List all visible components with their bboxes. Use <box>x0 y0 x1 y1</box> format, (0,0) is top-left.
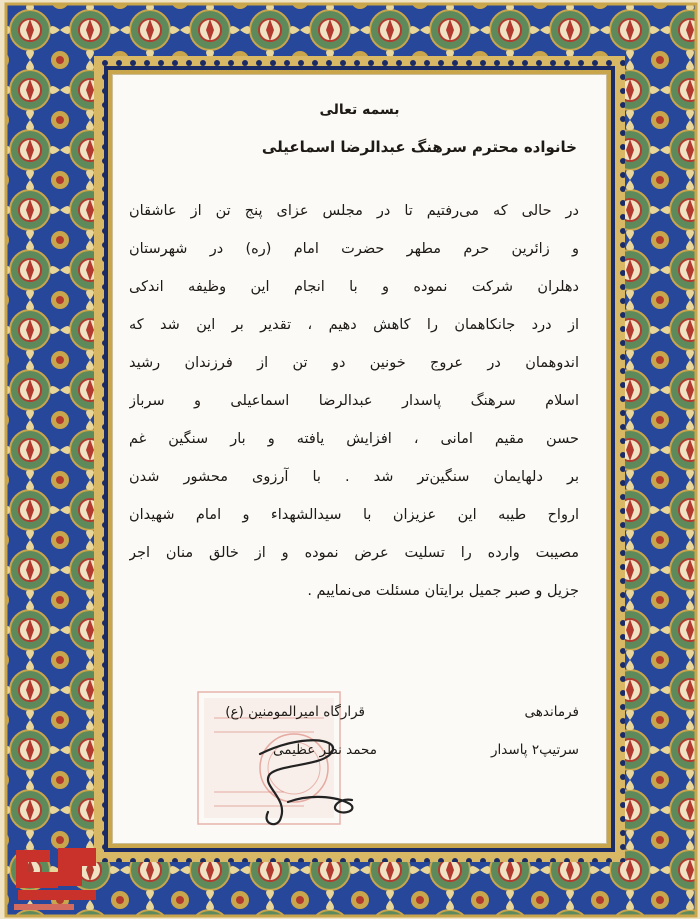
signatory-unit: قرارگاه امیرالمومنین (ع) <box>225 704 365 720</box>
body-line: دهلران شرکت نموده و با انجام این وظیفه اندکی <box>129 279 579 295</box>
letter-paper <box>112 74 607 844</box>
body-line: جزیل و صبر جمیل برایتان مسئلت می‌نماییم . <box>307 583 579 599</box>
body-line: اسلام سرهنگ پاسدار عبدالرضا اسماعیلی و سرباز <box>129 393 579 409</box>
signatory-rank: سرتیپ۲ پاسدار <box>491 742 579 758</box>
body-line: و زائرین حرم مطهر حضرت امام (ره) در شهرستان <box>129 241 579 257</box>
body-line: مصیبت وارده را تسلیت عرض نموده و از خالق منان اجر <box>129 545 579 561</box>
signatory-name: محمد نظر عظیمی <box>273 742 377 758</box>
addressee: خانواده محترم سرهنگ عبدالرضا اسماعیلی <box>261 138 577 156</box>
letter-body <box>129 192 579 610</box>
body-line: حسن مقیم امانی ، افزایش یافته و بار سنگین غم <box>129 431 579 447</box>
body-line: از درد جانکاهمان را کاهش دهیم ، تقدیر بر این شد که <box>129 317 579 333</box>
site-logo-icon <box>8 840 104 914</box>
signature-icon <box>240 724 370 834</box>
body-line: بر دلهایمان سنگین‌تر شد . با آرزوی محشور شدن <box>129 469 579 485</box>
body-line: اندوهمان در عروج خونین دو تن از فرزندان رشید <box>129 355 579 371</box>
body-line: در حالی که می‌رفتیم تا در مجلس عزای پنج تن از عاشقان <box>129 203 579 219</box>
body-line: ارواح طیبه این عزیزان با سیدالشهداء و امام شهیدان <box>129 507 579 523</box>
salutation: بسمه تعالی <box>319 102 400 118</box>
signatory-title: فرماندهی <box>524 704 579 720</box>
